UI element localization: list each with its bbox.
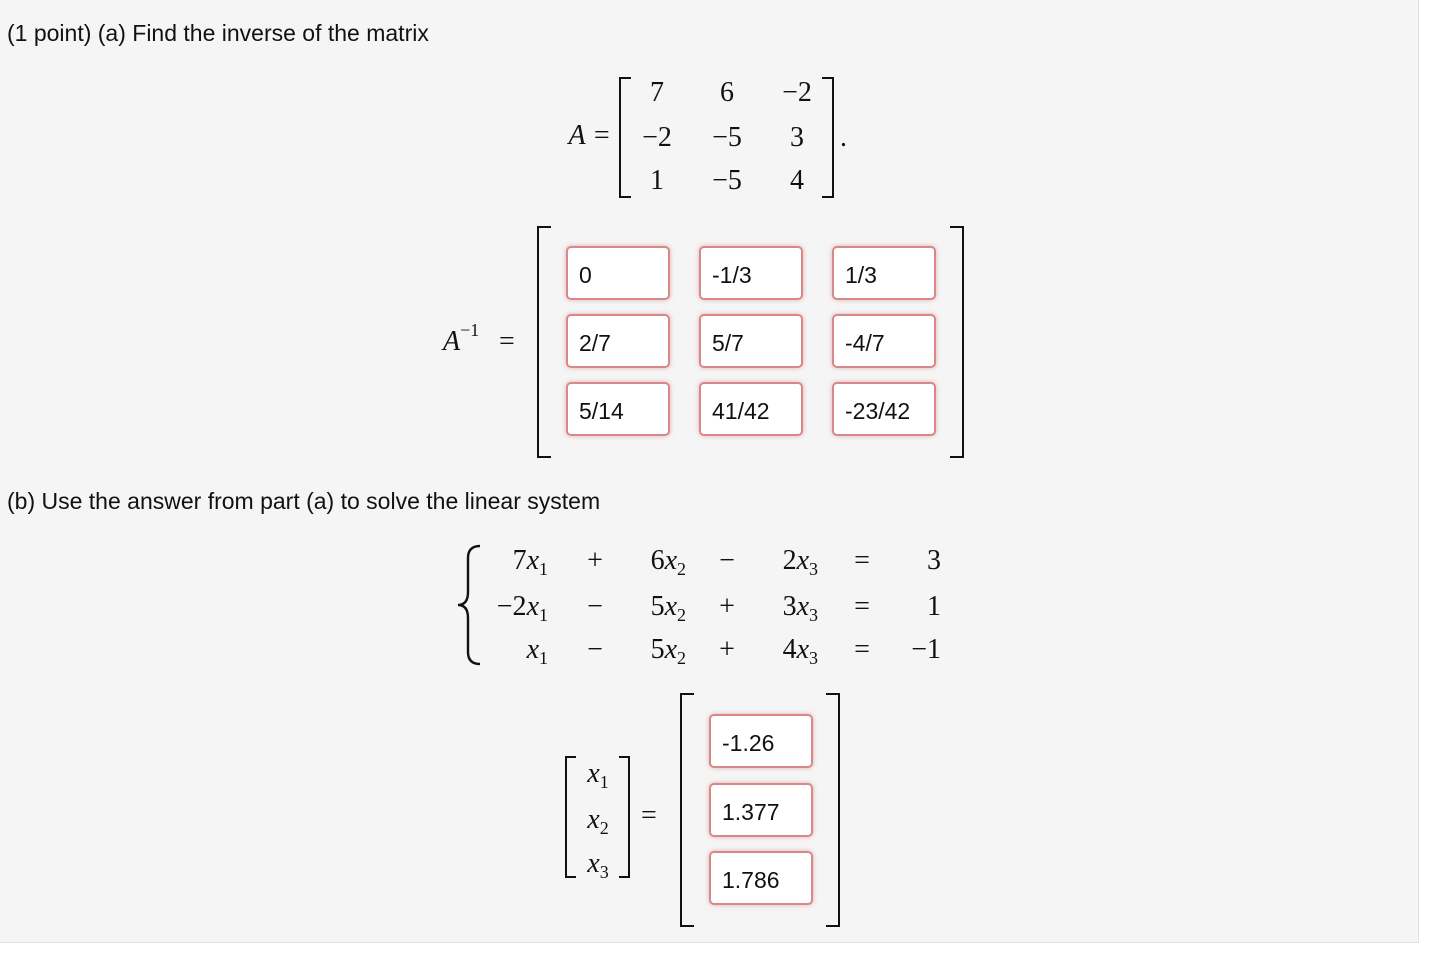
system-op: + <box>587 545 603 576</box>
system-term: $5x_2$ <box>650 634 686 668</box>
inverse-answer-box[interactable]: 41/42 <box>699 382 803 436</box>
system-op: + <box>719 591 735 622</box>
variable-vector-entry: $x_1$ <box>587 758 609 792</box>
matrix-a-period: . <box>840 122 847 153</box>
matrix-a-left-bracket <box>619 77 631 198</box>
inverse-left-bracket <box>537 226 551 458</box>
inverse-answer-box[interactable]: -4/7 <box>832 314 936 368</box>
variable-vector-entry: $x_3$ <box>587 848 609 882</box>
inverse-right-bracket <box>950 226 964 458</box>
system-term: $5x_2$ <box>650 591 686 625</box>
system-term: $-2x_1$ <box>496 591 548 625</box>
inverse-answer-box[interactable]: 5/14 <box>566 382 670 436</box>
system-op: − <box>587 634 603 665</box>
matrix-a-cell: 7 <box>650 77 664 108</box>
inverse-equals: = <box>499 326 515 357</box>
system-term: $7x_1$ <box>512 545 548 579</box>
matrix-a-cell: −2 <box>642 122 672 153</box>
solution-answer-box[interactable]: 1.786 <box>709 851 813 905</box>
matrix-a-right-bracket <box>822 77 834 198</box>
solution-right-bracket <box>826 693 840 927</box>
system-equals: = <box>854 591 870 622</box>
matrix-a-cell: −5 <box>712 122 742 153</box>
part-a-prompt: (1 point) (a) Find the inverse of the matrix <box>7 20 429 46</box>
system-term: $2x_3$ <box>782 545 818 579</box>
matrix-a-cell: −2 <box>782 77 812 108</box>
system-term: $x_1$ <box>526 634 548 668</box>
variable-vector-left-bracket <box>565 756 576 878</box>
solution-equals: = <box>641 800 657 831</box>
inverse-answer-box[interactable]: 2/7 <box>566 314 670 368</box>
inverse-answer-box[interactable]: -1/3 <box>699 246 803 300</box>
variable-vector-entry: $x_2$ <box>587 804 609 838</box>
inverse-answer-box[interactable]: -23/42 <box>832 382 936 436</box>
matrix-a-label: A = <box>568 120 611 151</box>
system-term: $4x_3$ <box>782 634 818 668</box>
system-term: $3x_3$ <box>782 591 818 625</box>
system-rhs: 1 <box>927 591 941 622</box>
system-rhs: 3 <box>927 545 941 576</box>
system-op: − <box>719 545 735 576</box>
system-term: $6x_2$ <box>650 545 686 579</box>
matrix-a-cell: 4 <box>790 165 804 196</box>
part-b-prompt: (b) Use the answer from part (a) to solve the linear system <box>7 488 601 514</box>
matrix-a-cell: 1 <box>650 165 664 196</box>
inverse-answer-box[interactable]: 1/3 <box>832 246 936 300</box>
inverse-answer-box[interactable]: 0 <box>566 246 670 300</box>
matrix-a-cell: −5 <box>712 165 742 196</box>
matrix-a-cell: 6 <box>720 77 734 108</box>
system-op: − <box>587 591 603 622</box>
system-op: + <box>719 634 735 665</box>
matrix-a-cell: 3 <box>790 122 804 153</box>
system-rhs: −1 <box>911 634 941 665</box>
inverse-label: $A^{-1}$ <box>443 320 480 357</box>
inverse-answer-box[interactable]: 5/7 <box>699 314 803 368</box>
solution-answer-box[interactable]: 1.377 <box>709 783 813 837</box>
system-equals: = <box>854 545 870 576</box>
system-equals: = <box>854 634 870 665</box>
solution-answer-box[interactable]: -1.26 <box>709 714 813 768</box>
solution-left-bracket <box>680 693 694 927</box>
system-brace <box>456 544 484 666</box>
variable-vector-right-bracket <box>619 756 630 878</box>
